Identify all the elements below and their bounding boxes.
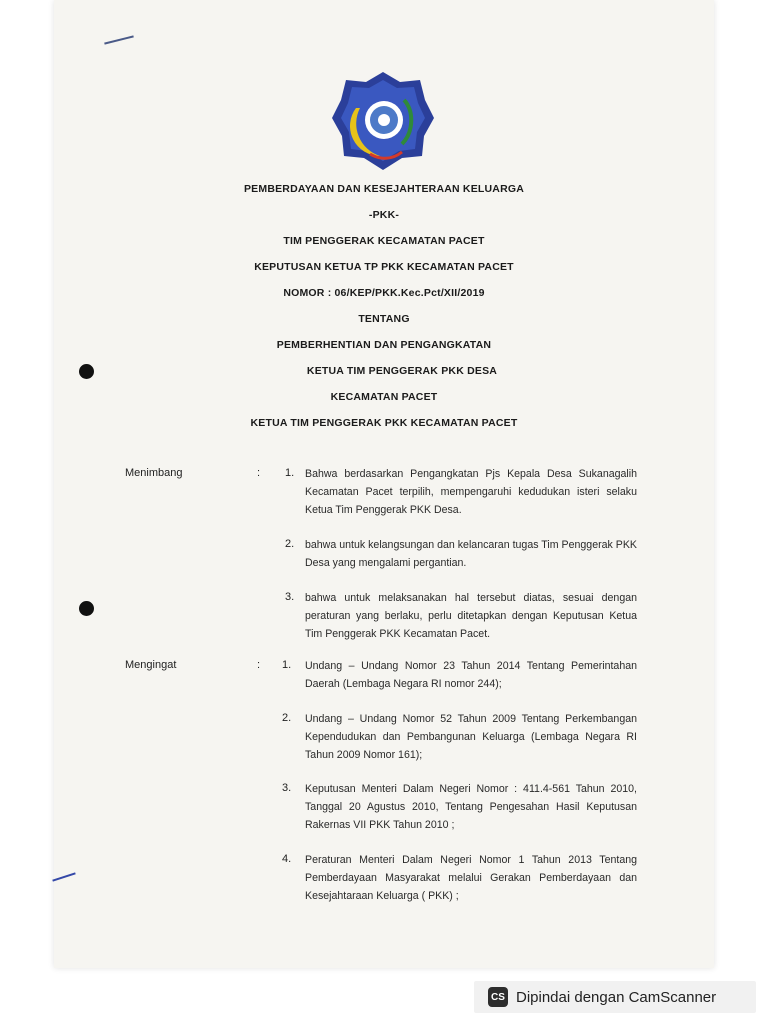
- header-keputusan: KEPUTUSAN KETUA TP PKK KECAMATAN PACET: [254, 261, 514, 273]
- mengingat-item-number: 2.: [282, 712, 292, 724]
- header-subject-1: PEMBERHENTIAN DAN PENGANGKATAN: [276, 339, 492, 351]
- mengingat-label: Mengingat: [125, 659, 177, 671]
- menimbang-item-number: 1.: [285, 467, 295, 479]
- camscanner-text: Dipindai dengan CamScanner: [516, 988, 717, 1006]
- mengingat-item-number: 1.: [282, 659, 292, 671]
- pkk-emblem-logo: [330, 70, 436, 172]
- camscanner-icon: CS: [488, 987, 508, 1007]
- mengingat-colon: :: [257, 659, 261, 671]
- header-tentang: TENTANG: [358, 313, 410, 325]
- header-pkk: -PKK-: [368, 209, 400, 221]
- mengingat-item-number: 4.: [282, 853, 292, 865]
- header-org-name: PEMBERDAYAAN DAN KESEJAHTERAAN KELUARGA: [243, 183, 525, 195]
- mengingat-item-text: Undang – Undang Nomor 23 Tahun 2014 Tentang Pemerintahan Daerah (Lembaga Negara RI nomor 244);: [305, 660, 637, 690]
- mengingat-item-number: 3.: [282, 782, 292, 794]
- menimbang-colon: :: [257, 467, 261, 479]
- header-subject-3: KECAMATAN PACET: [330, 391, 438, 403]
- menimbang-item-text: bahwa untuk melaksanakan hal tersebut diatas, sesuai dengan peraturan yang berlaku, perlu ditetapkan dengan Keputusan Ketua Tim Penggerak PKK Kecamatan Pacet.: [305, 592, 637, 640]
- header-subject-2: KETUA TIM PENGGERAK PKK DESA: [306, 365, 498, 377]
- camscanner-watermark: [474, 981, 756, 1013]
- menimbang-item-number: 3.: [285, 591, 295, 603]
- mengingat-item-text: Peraturan Menteri Dalam Negeri Nomor 1 Tahun 2013 Tentang Pemberdayaan Masyarakat melalui Gerakan Pemberdayaan dan Kesejahtaraan Keluarga ( PKK) ;: [305, 854, 637, 902]
- header-issuer: KETUA TIM PENGGERAK PKK KECAMATAN PACET: [250, 417, 518, 429]
- header-tim-penggerak: TIM PENGGERAK KECAMATAN PACET: [283, 235, 485, 247]
- menimbang-item-text: bahwa untuk kelangsungan dan kelancaran tugas Tim Penggerak PKK Desa yang mengalami pergantian.: [305, 539, 637, 569]
- mengingat-item-text: Undang – Undang Nomor 52 Tahun 2009 Tentang Perkembangan Kependudukan dan Pembangunan Keluarga (Lembaga Negara RI Tahun 2009 Nomor 161);: [305, 713, 637, 761]
- menimbang-item-text: Bahwa berdasarkan Pengangkatan Pjs Kepala Desa Sukanagalih Kecamatan Pacet terpilih, mempengaruhi kedudukan isteri selaku Ketua Tim Penggerak PKK Desa.: [305, 468, 637, 516]
- header-nomor: NOMOR : 06/KEP/PKK.Kec.Pct/XII/2019: [283, 287, 485, 299]
- punch-hole: [79, 601, 94, 616]
- menimbang-item-number: 2.: [285, 538, 295, 550]
- menimbang-label: Menimbang: [125, 467, 183, 479]
- mengingat-item-text: Keputusan Menteri Dalam Negeri Nomor : 411.4-561 Tahun 2010, Tanggal 20 Agustus 2010, Tentang Pengesahan Hasil Keputusan Rakernas VII PKK Tahun 2010 ;: [305, 783, 637, 831]
